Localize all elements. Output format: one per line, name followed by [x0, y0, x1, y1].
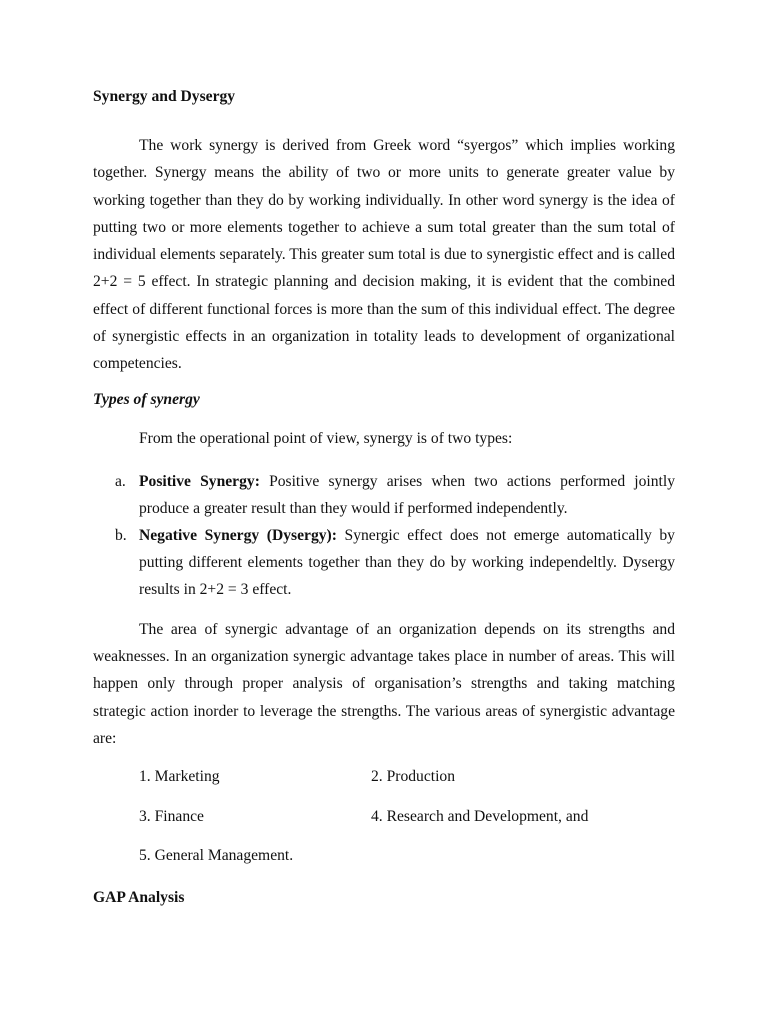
- area-item: 5. General Management.: [139, 847, 294, 865]
- types-list: [93, 468, 675, 604]
- area-item: 1. Marketing: [139, 768, 220, 786]
- areas-list: [139, 766, 675, 885]
- area-item: 2. Production: [371, 768, 456, 786]
- list-item: [93, 468, 675, 522]
- list-text: Synergic effect does not emerge automatically by putting different elements together than they do by working independeltly. Dysergy results in 2+2 = 3 effect.: [139, 527, 675, 599]
- document-page: [93, 86, 675, 909]
- gap-analysis-heading: GAP Analysis: [93, 888, 185, 906]
- advantage-paragraph: The area of synergic advantage of an organization depends on its strengths and weaknesses. In an organization synergic advantage takes place in number of areas. This will happen only through proper analysis of organisation’s strengths and taking matching strategic action inorder to leverage the strengths. The various areas of synergistic advantage are:: [93, 620, 675, 747]
- list-text: Positive synergy arises when two actions performed jointly produce a greater result than they would if performed independently.: [139, 472, 675, 517]
- area-item: 4. Research and Development, and: [371, 807, 589, 825]
- area-item: 3. Finance: [139, 807, 204, 825]
- list-item: [93, 522, 675, 604]
- list-term: Negative Synergy (Dysergy):: [139, 527, 337, 545]
- list-marker: a.: [115, 472, 126, 490]
- area-row: [139, 845, 675, 885]
- area-row: [139, 766, 675, 806]
- area-row: [139, 806, 675, 846]
- list-term: Positive Synergy:: [139, 472, 260, 490]
- section-title: Synergy and Dysergy: [93, 88, 236, 105]
- types-intro: From the operational point of view, synergy is of two types:: [139, 429, 513, 447]
- types-heading: Types of synergy: [93, 390, 200, 408]
- intro-paragraph: The work synergy is derived from Greek word “syergos” which implies working together. Synergy means the ability of two or more units to generate greater value by working together than they do by working individually. In other word synergy is the idea of putting two or more elements together to achieve a sum total greater than the sum total of individual elements separately. This greater sum total is due to synergistic effect and is called 2+2 = 5 effect. In strategic planning and decision making, it is evident that the combined effect of different functional forces is more than the sum of this individual effect. The degree of synergistic effects in an organization in totality leads to development of organizational competencies.: [93, 137, 675, 373]
- list-marker: b.: [115, 527, 127, 545]
